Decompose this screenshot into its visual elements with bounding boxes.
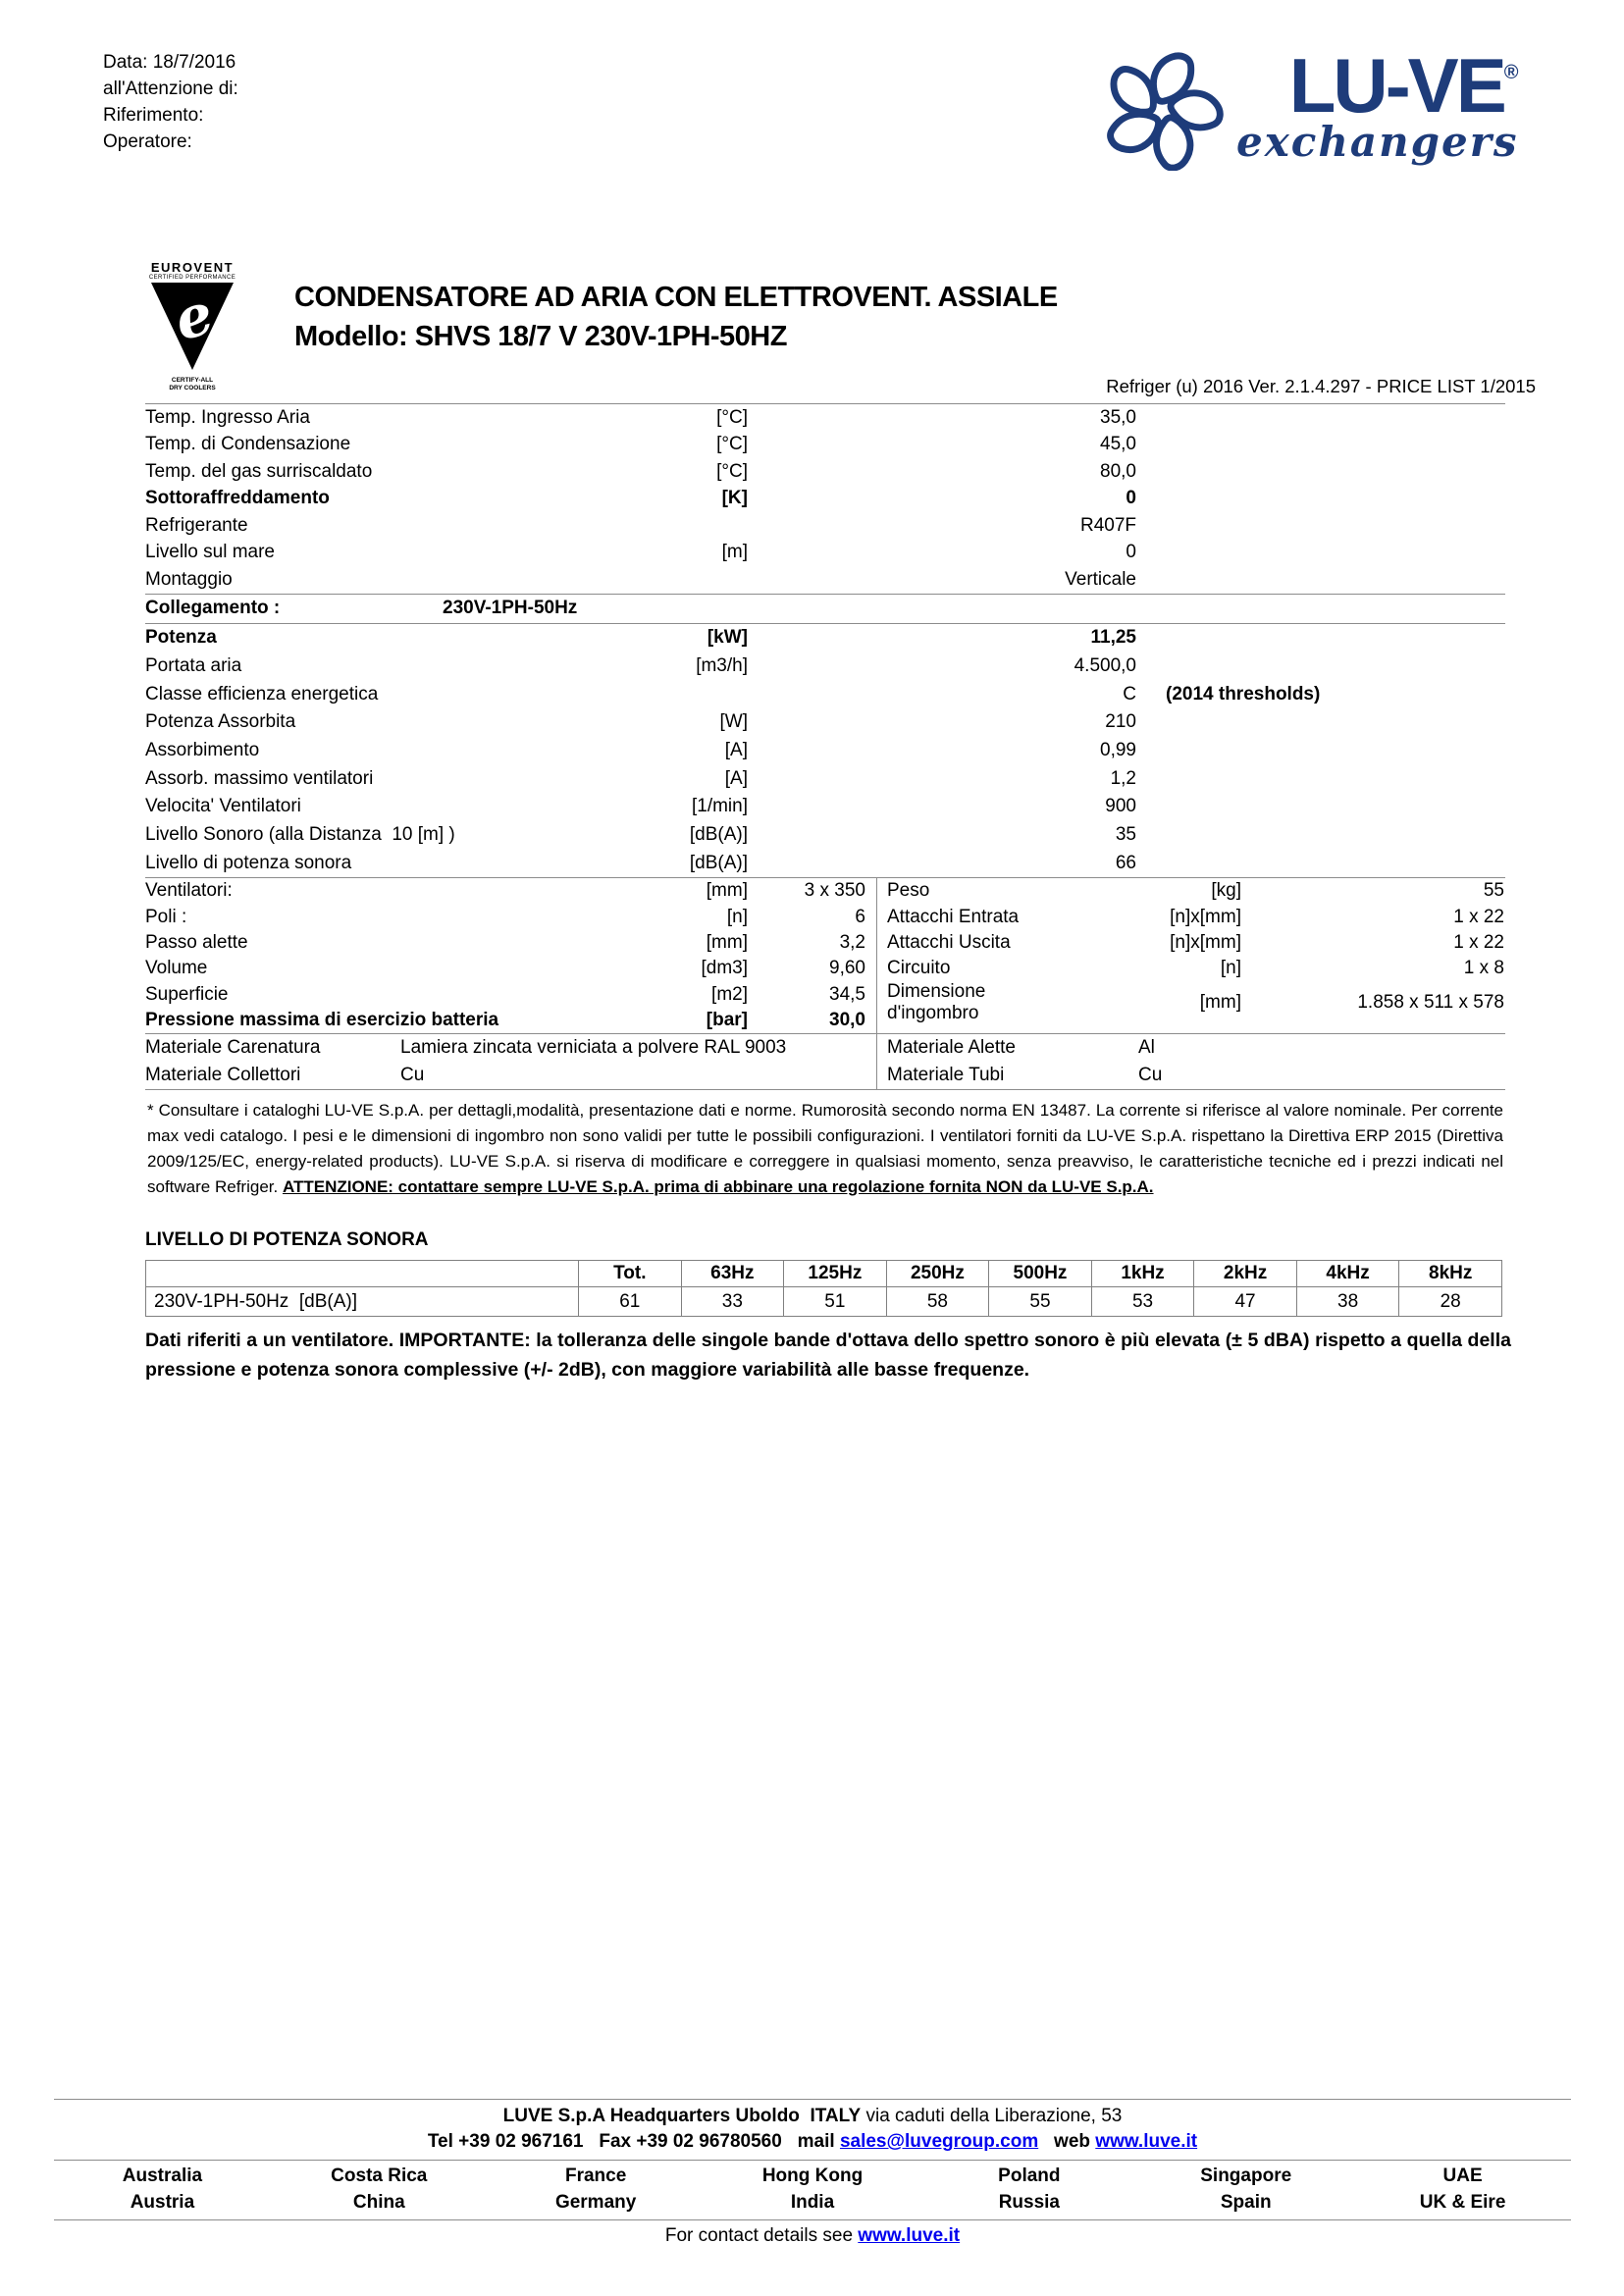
spec-row: [887, 904, 1504, 929]
spec-unit: [dB(A)]: [689, 824, 748, 846]
web-link[interactable]: www.luve.it: [1095, 2131, 1198, 2152]
spec-row: [145, 930, 865, 956]
country: Poland: [998, 2166, 1061, 2186]
spec-label: Dimensione d'ingombro: [887, 981, 991, 1024]
spec-label: Portata aria: [145, 655, 242, 677]
spec-value: 6: [855, 906, 865, 927]
spec-table: [145, 403, 1505, 1200]
materials-section: [145, 1034, 1505, 1090]
material-value: Lamiera zincata verniciata a polvere RAL 9003: [400, 1036, 787, 1058]
country: Hong Kong: [761, 2166, 864, 2186]
material-label: Materiale Carenatura: [145, 1036, 321, 1058]
spec-value: 1,2: [1110, 767, 1136, 789]
meta-reference: Riferimento:: [103, 105, 204, 126]
eurovent-dry-coolers: DRY COOLERS: [169, 384, 216, 391]
country: Singapore: [1200, 2166, 1292, 2186]
spec-label: Attacchi Uscita: [887, 931, 1011, 953]
country-column: [1137, 2164, 1354, 2216]
sound-value: 47: [1194, 1287, 1297, 1317]
spec-unit: [mm]: [1199, 992, 1241, 1014]
important-note: Dati riferiti a un ventilatore. IMPORTANTE: la tolleranza delle singole bande d'ottava dello spettro sonoro è più elevata (± 5 dBA) rispetto a quella della pressione e potenza sonora complessive (+/- 2dB), con maggiore variabilità alle basse frequenze.: [145, 1330, 1511, 1381]
country: Germany: [554, 2191, 637, 2213]
sound-header: 4kHz: [1296, 1261, 1399, 1287]
fans-left-column: [145, 878, 877, 1033]
spec-row: [145, 652, 1505, 681]
material-value: Cu: [1138, 1064, 1163, 1085]
country-column: [488, 2164, 705, 2216]
spec-row: [145, 878, 865, 904]
country: UK & Eire: [1419, 2191, 1506, 2213]
sound-header: 250Hz: [886, 1261, 989, 1287]
eurovent-name: EUROVENT: [150, 260, 235, 275]
spec-unit: [mm]: [706, 931, 748, 953]
material-label: Materiale Collettori: [145, 1064, 301, 1085]
spec-row: [145, 956, 865, 981]
spec-label: Peso: [887, 880, 930, 902]
spec-value: 35,0: [1100, 406, 1136, 428]
document-meta: [103, 49, 238, 155]
spec-row: [145, 458, 1505, 486]
spec-row: [145, 486, 1505, 513]
software-version-line: Refriger (u) 2016 Ver. 2.1.4.297 - PRICE LIST 1/2015: [1106, 376, 1536, 396]
spec-value: 1 x 22: [1453, 906, 1504, 927]
spec-value: 210: [1105, 711, 1136, 733]
sound-header: Tot.: [579, 1261, 682, 1287]
spec-label: Refrigerante: [145, 514, 248, 536]
spec-row: [145, 708, 1505, 737]
performance-section: [145, 624, 1505, 878]
footnote-text: * Consultare i cataloghi LU-VE S.p.A. per dettagli,modalità, presentazione dati e norme. Rumorosità secondo norma EN 13487. La corrente si riferisce al valore nominale. Per corrente max vedi catalogo. I pesi e le dimensioni di ingombro non sono validi per tutte le possibili configurazioni. I ventilatori forniti da LU-VE S.p.A. rispettano la Direttiva ERP 2015 (Direttiva 2009/125/EC, energy-related products). LU-VE S.p.A. si riserva di modificare e correggere in qualsiasi momento, senza preavviso, le caratteristiche tecniche ed i prezzi indicati nel software Refriger.: [147, 1100, 1503, 1196]
sound-power-section: [145, 1229, 1503, 1317]
footer-street: via caduti della Liberazione, 53: [861, 2106, 1123, 2126]
spec-row: [887, 981, 1504, 1024]
sound-header: 2kHz: [1194, 1261, 1297, 1287]
spec-row: [887, 930, 1504, 956]
spec-label: Assorb. massimo ventilatori: [145, 767, 374, 789]
footer-countries: [54, 2161, 1571, 2219]
eurovent-certified-label: CERTIFIED PERFORMANCE: [148, 274, 236, 281]
spec-value: 11,25: [1090, 627, 1136, 649]
sound-row-label: 230V-1PH-50Hz [dB(A)]: [146, 1287, 579, 1317]
spec-value: 0,99: [1100, 740, 1136, 761]
spec-label: Volume: [145, 958, 208, 979]
sound-header-empty: [146, 1261, 579, 1287]
spec-value: 0: [1126, 542, 1136, 563]
spec-label: Assorbimento: [145, 740, 260, 761]
country: France: [564, 2166, 627, 2186]
sound-header: 500Hz: [989, 1261, 1092, 1287]
spec-unit: [K]: [721, 488, 748, 509]
sound-header: 1kHz: [1091, 1261, 1194, 1287]
spec-row: [145, 1062, 865, 1089]
material-value: Cu: [400, 1064, 425, 1085]
spec-value: 0: [1126, 488, 1136, 509]
spec-value: 80,0: [1100, 460, 1136, 482]
mail-link[interactable]: sales@luvegroup.com: [839, 2131, 1039, 2152]
spec-label: Attacchi Entrata: [887, 906, 1020, 927]
sound-power-table: [145, 1260, 1502, 1317]
fans-right-column: [877, 878, 1504, 1033]
spec-label: Passo alette: [145, 931, 248, 953]
spec-label: Ventilatori:: [145, 880, 233, 902]
country-column: [705, 2164, 921, 2216]
brand-tagline: exchangers: [1236, 117, 1519, 166]
spec-row: [145, 764, 1505, 793]
materials-left-column: [145, 1034, 877, 1089]
spec-unit: [A]: [724, 767, 748, 789]
spec-value: 900: [1105, 796, 1136, 817]
spec-value: 34,5: [829, 983, 865, 1005]
spec-unit: [m]: [721, 542, 748, 563]
spec-value: 35: [1115, 824, 1136, 846]
country-column: [1354, 2164, 1571, 2216]
sound-header-row: [146, 1261, 1502, 1287]
country-column: [54, 2164, 271, 2216]
spec-value: R407F: [1079, 514, 1136, 536]
spec-row: [145, 981, 865, 1007]
meta-date: Data: 18/7/2016: [103, 52, 236, 73]
spec-value: 55: [1483, 880, 1504, 902]
country: India: [790, 2191, 835, 2213]
spec-label: Montaggio: [145, 568, 233, 590]
operating-conditions-section: [145, 404, 1505, 595]
spec-label: Temp. Ingresso Aria: [145, 406, 310, 428]
spec-label: Superficie: [145, 983, 229, 1005]
sound-power-title: LIVELLO DI POTENZA SONORA: [145, 1229, 429, 1250]
spec-row: [145, 432, 1505, 459]
connection-row: [145, 595, 1505, 625]
country: China: [352, 2191, 405, 2213]
registered-mark: ®: [1503, 62, 1519, 83]
thresholds-note: (2014 thresholds): [1166, 683, 1321, 704]
meta-operator: Operatore:: [103, 131, 192, 152]
sound-header: 125Hz: [784, 1261, 887, 1287]
spec-unit: [n]: [1220, 958, 1241, 979]
footnote: [145, 1090, 1505, 1200]
spec-unit: [A]: [724, 740, 748, 761]
spec-unit: [°C]: [716, 460, 748, 482]
spec-label: Circuito: [887, 958, 951, 979]
page-footer: [54, 2099, 1571, 2247]
spec-label: Velocita' Ventilatori: [145, 796, 301, 817]
country-column: [920, 2164, 1137, 2216]
spec-row: [145, 904, 865, 929]
connection-value: 230V-1PH-50Hz: [443, 598, 578, 619]
country: Russia: [998, 2191, 1060, 2213]
country: Australia: [122, 2166, 203, 2186]
eurovent-certify-all: CERTIFY-ALL: [171, 376, 214, 384]
country-column: [271, 2164, 488, 2216]
spec-value: 1.858 x 511 x 578: [1357, 992, 1504, 1014]
spec-unit: [W]: [719, 711, 748, 733]
footnote-warning: ATTENZIONE: contattare sempre LU-VE S.p.A. prima di abbinare una regolazione fornita NON da LU-VE S.p.A.: [282, 1176, 1154, 1196]
spec-label: Classe efficienza energetica: [145, 683, 379, 704]
sound-value: 51: [784, 1287, 887, 1317]
spec-row: [145, 404, 1505, 432]
spec-unit: [n]x[mm]: [1170, 931, 1241, 953]
spec-label: Pressione massima di esercizio batteria: [145, 1009, 499, 1030]
eurovent-triangle-icon: [150, 282, 235, 372]
sound-value: 58: [886, 1287, 989, 1317]
spec-label: Potenza: [145, 627, 217, 649]
product-title: CONDENSATORE AD ARIA CON ELETTROVENT. ASSIALE: [294, 282, 1058, 313]
spec-value: C: [1123, 683, 1136, 704]
spec-unit: [dB(A)]: [689, 852, 748, 873]
spec-value: Verticale: [1065, 568, 1136, 590]
spec-row: [145, 821, 1505, 850]
spec-label: Temp. del gas surriscaldato: [145, 460, 373, 482]
spec-row: [887, 1034, 1504, 1062]
spec-label: Livello sul mare: [145, 542, 275, 563]
spec-unit: [n]x[mm]: [1170, 906, 1241, 927]
spec-value: 1 x 22: [1453, 931, 1504, 953]
spec-row: [145, 624, 1505, 652]
country: UAE: [1442, 2166, 1483, 2186]
sound-header: 8kHz: [1399, 1261, 1502, 1287]
spec-label: Potenza Assorbita: [145, 711, 296, 733]
spec-row: [145, 540, 1505, 567]
materials-right-column: [877, 1034, 1504, 1089]
spec-unit: [kW]: [707, 627, 748, 649]
spec-row: [887, 956, 1504, 981]
spec-row: [887, 878, 1504, 904]
spec-row: [145, 793, 1505, 821]
spec-label: Temp. di Condensazione: [145, 434, 351, 455]
spec-label: Livello di potenza sonora: [145, 852, 352, 873]
spec-unit: [n]: [726, 906, 748, 927]
spec-value: 9,60: [829, 958, 865, 979]
sound-value: 28: [1399, 1287, 1502, 1317]
sound-value: 38: [1296, 1287, 1399, 1317]
footer-address-line: [54, 2100, 1571, 2129]
model-title: Modello: SHVS 18/7 V 230V-1PH-50HZ: [294, 321, 787, 352]
spec-row: [145, 1008, 865, 1033]
spec-value: 3 x 350: [804, 880, 865, 902]
eurovent-e-glyph: e: [167, 281, 221, 354]
spec-unit: [m3/h]: [696, 655, 748, 677]
sound-value: 33: [681, 1287, 784, 1317]
footer-contacts-line: [54, 2129, 1571, 2160]
spec-row: [145, 512, 1505, 540]
spec-unit: [bar]: [706, 1009, 748, 1030]
fan-icon: [1097, 51, 1227, 171]
sound-value: 53: [1091, 1287, 1194, 1317]
material-value: Al: [1138, 1036, 1155, 1058]
spec-row: [887, 1062, 1504, 1089]
luve-logo-text: [1236, 42, 1519, 166]
spec-unit: [°C]: [716, 434, 748, 455]
meta-attention: all'Attenzione di:: [103, 78, 238, 99]
spec-unit: [dm3]: [701, 958, 748, 979]
spec-value: 45,0: [1100, 434, 1136, 455]
spec-unit: [°C]: [716, 406, 748, 428]
spec-label: Sottoraffreddamento: [145, 488, 330, 509]
spec-unit: [kg]: [1211, 880, 1241, 902]
contact-web-link[interactable]: www.luve.it: [858, 2225, 961, 2246]
spec-row: [145, 850, 1505, 878]
sound-header: 63Hz: [681, 1261, 784, 1287]
spec-label: Poli :: [145, 906, 187, 927]
spec-value: 66: [1115, 852, 1136, 873]
spec-value: 30,0: [829, 1009, 865, 1030]
footer-web-label: web: [1038, 2131, 1096, 2152]
eurovent-badge: [145, 261, 239, 391]
fans-dimensions-section: [145, 878, 1505, 1034]
spec-row: [145, 566, 1505, 594]
brand-name: [1288, 42, 1519, 129]
material-label: Materiale Alette: [887, 1036, 1016, 1058]
sound-value: 61: [579, 1287, 682, 1317]
document-title-block: [294, 278, 1058, 356]
spec-label: Livello Sonoro (alla Distanza 10 [m] ): [145, 824, 455, 846]
brand-wordmark: LU-VE: [1288, 42, 1504, 129]
country: Costa Rica: [331, 2166, 428, 2186]
spec-unit: [1/min]: [691, 796, 748, 817]
material-label: Materiale Tubi: [887, 1064, 1005, 1085]
footer-tel-fax: Tel +39 02 967161 Fax +39 02 96780560 mail: [427, 2131, 840, 2152]
connection-label: Collegamento :: [145, 598, 281, 619]
spec-unit: [mm]: [706, 880, 748, 902]
spec-value: 1 x 8: [1463, 958, 1504, 979]
spec-unit: [m2]: [711, 983, 748, 1005]
footer-company: LUVE S.p.A Headquarters Uboldo ITALY: [502, 2106, 862, 2126]
sound-data-row: [146, 1287, 1502, 1317]
spec-row: [145, 737, 1505, 765]
sound-value: 55: [989, 1287, 1092, 1317]
luve-logo: [1097, 42, 1519, 171]
contact-prefix: For contact details see: [664, 2225, 859, 2246]
country: Spain: [1220, 2191, 1272, 2213]
country: Austria: [130, 2191, 195, 2213]
footer-contact-line: [54, 2220, 1571, 2247]
spec-value: 3,2: [839, 931, 865, 953]
spec-row: [145, 680, 1505, 708]
spec-value: 4.500,0: [1074, 655, 1136, 677]
spec-row: [145, 1034, 865, 1062]
